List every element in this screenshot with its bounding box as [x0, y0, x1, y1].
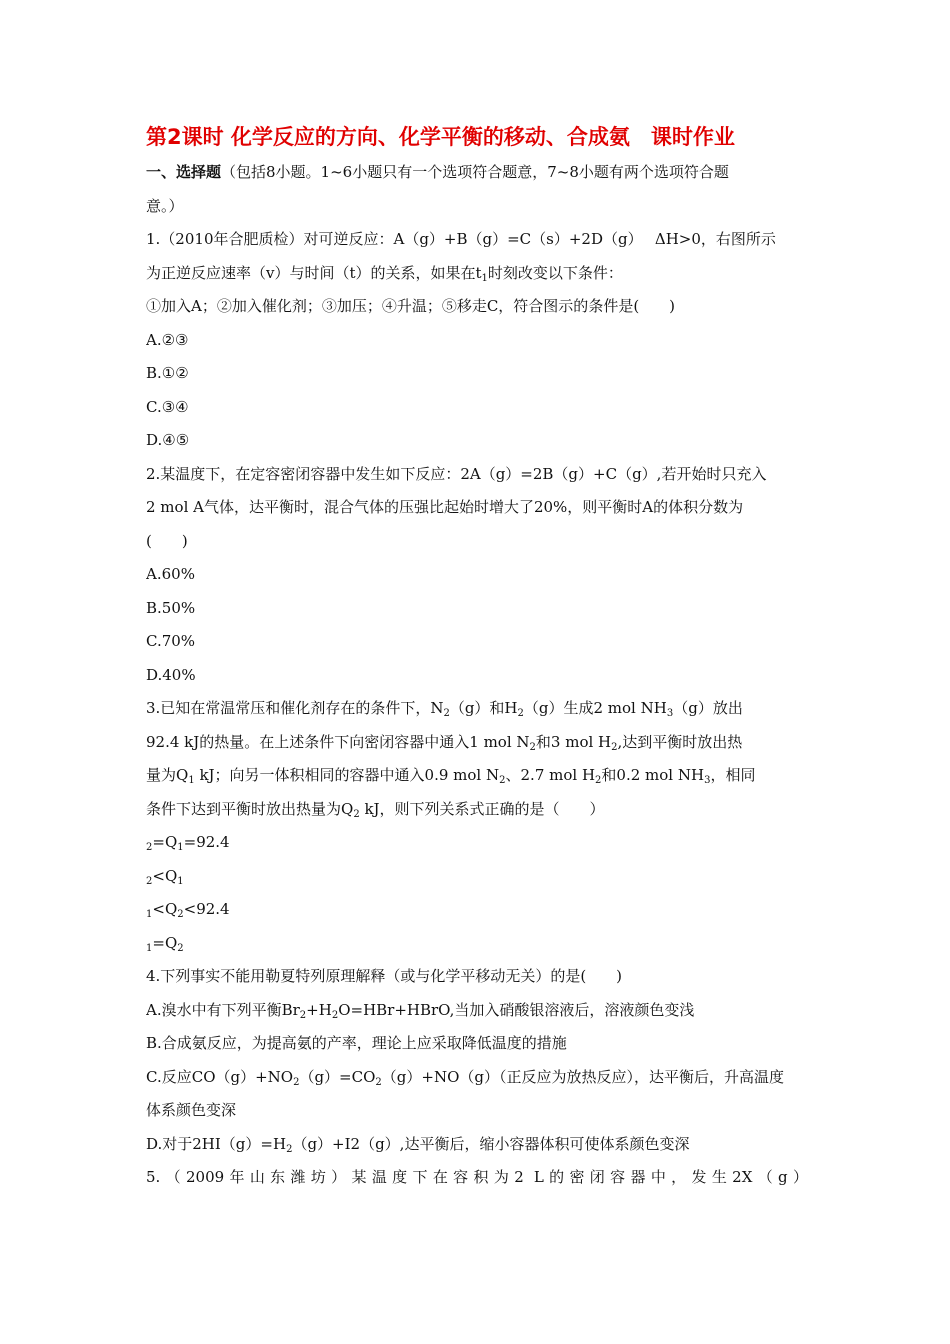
q3-option-4 — [146, 927, 808, 961]
subscript: 2 — [331, 1009, 339, 1021]
subscript: 3 — [704, 775, 711, 786]
q3-option-text: <Q — [152, 866, 178, 885]
q3-text: 和3 mol H — [535, 732, 612, 751]
q2-option-c: C.70% — [146, 632, 196, 650]
subscript: 2 — [611, 741, 618, 753]
q4-text: A.溴水中有下列平衡Br — [146, 1000, 300, 1019]
q3-text: kJ；向另一体积相同的容器中通入0.9 mol N — [194, 766, 500, 784]
q2-line2: 2 mol A气体，达平衡时，混合气体的压强比起始时增大了20%，则平衡时A的体积分数为 — [146, 498, 744, 516]
subscript: 2 — [299, 1009, 307, 1021]
subscript: 2 — [146, 875, 153, 887]
subscript: 1 — [146, 942, 153, 954]
subscript: 1 — [146, 909, 153, 920]
q1-line3: ①加入A；②加入催化剂；③加压；④升温；⑤移走C，符合图示的条件是( ) — [146, 297, 676, 315]
subscript: 2 — [177, 909, 184, 920]
q4-text: +H — [306, 1000, 332, 1019]
subscript: 1 — [481, 272, 488, 284]
q2-option-a: A.60% — [146, 565, 195, 583]
q4-text: C.反应CO（g）+NO — [146, 1067, 294, 1086]
q4-option-d — [146, 1128, 808, 1162]
q1-option-b: B.①② — [146, 364, 189, 382]
subscript: 2 — [529, 741, 536, 753]
q3-text: 92.4 kJ的热量。在上述条件下向密闭容器中通入1 mol N — [146, 732, 530, 751]
subscript: 2 — [353, 808, 360, 820]
subscript: 1 — [188, 775, 195, 786]
q4-option-b: B.合成氨反应，为提高氨的产率，理论上应采取降低温度的措施 — [146, 1034, 567, 1052]
q1-line2 — [146, 257, 808, 291]
q1-text: 时刻改变以下条件： — [487, 263, 623, 282]
question-body — [146, 156, 808, 1195]
subscript: 2 — [293, 1076, 300, 1088]
subscript: 2 — [517, 708, 524, 719]
q3-option-text: =Q — [152, 833, 178, 851]
q4-text: D.对于2HI（g）=H — [146, 1134, 287, 1153]
q1-line1: 1.（2010年合肥质检）对可逆反应：A（g）+B（g）=C（s）+2D（g） ΔH>0，右图所示 — [146, 230, 776, 248]
q3-line4 — [146, 793, 808, 827]
q3-line2 — [146, 726, 808, 760]
subscript: 2 — [443, 708, 450, 719]
q3-text: （g）生成2 mol NH — [523, 699, 667, 717]
subscript: 2 — [595, 775, 602, 786]
q4-option-c-cont: 体系颜色变深 — [146, 1101, 237, 1119]
q4-text: （g）+I2（g）,达平衡后，缩小容器体积可使体系颜色变深 — [292, 1134, 690, 1153]
q2-option-d: D.40% — [146, 665, 196, 684]
q2-option-b: B.50% — [146, 598, 196, 617]
q3-option-text: =92.4 — [183, 833, 230, 851]
subscript: 2 — [286, 1143, 293, 1155]
q4-option-a — [146, 994, 808, 1028]
q3-text: 量为Q — [146, 766, 189, 784]
q1-option-c: C.③④ — [146, 397, 189, 416]
q3-option-text: =Q — [152, 933, 178, 952]
q4-text: O=HBr+HBrO,当加入硝酸银溶液后，溶液颜色变浅 — [338, 1000, 695, 1019]
q5-line1: 5.（2009年山东潍坊）某温度下在容积为2 L的密闭容器中，发生2X（g） — [146, 1168, 808, 1186]
q3-text: 条件下达到平衡时放出热量为Q — [146, 799, 354, 818]
q1-option-a: A.②③ — [146, 330, 189, 349]
q4-text: （g）=CO — [299, 1067, 376, 1086]
subscript: 1 — [177, 875, 184, 887]
section-heading-line — [146, 156, 808, 190]
q2-line1: 2.某温度下，在定容密闭容器中发生如下反应：2A（g）=2B（g）+C（g）,若开始时只充入 — [146, 464, 767, 483]
q1-text: 为正逆反应速率（v）与时间（t）的关系，如果在t — [146, 263, 482, 282]
page-title: 第2课时 化学反应的方向、化学平衡的移动、合成氨 课时作业 — [146, 125, 735, 149]
q3-line1 — [146, 692, 808, 726]
q1-option-d: D.④⑤ — [146, 431, 190, 449]
q3-option-text: <92.4 — [183, 900, 230, 918]
q3-option-1 — [146, 826, 808, 860]
subscript: 1 — [177, 842, 184, 853]
section-note-cont: 意。） — [146, 196, 184, 215]
q3-text: 、2.7 mol H — [505, 766, 596, 784]
q3-text: ，相同 — [710, 766, 756, 784]
q3-option-2 — [146, 860, 808, 894]
subscript: 2 — [177, 942, 184, 954]
q3-option-text: <Q — [152, 900, 178, 918]
section-note: （包括8小题。1~6小题只有一个选项符合题意，7~8小题有两个选项符合题 — [221, 163, 729, 181]
subscript: 2 — [375, 1076, 382, 1088]
q3-text: 和0.2 mol NH — [601, 766, 705, 784]
q3-line3 — [146, 759, 808, 793]
subscript: 3 — [666, 708, 674, 719]
q3-text: 3.已知在常温常压和催化剂存在的条件下，N — [146, 699, 444, 717]
q3-text: （g）和H — [449, 699, 518, 717]
subscript: 2 — [146, 842, 153, 853]
q4-line1: 4.下列事实不能用勒夏特列原理解释（或与化学平移动无关）的是( ) — [146, 967, 623, 985]
subscript: 2 — [499, 775, 506, 786]
q3-text: kJ，则下列关系式正确的是（ ） — [359, 799, 605, 818]
q4-option-c — [146, 1061, 808, 1095]
q3-text: （g）放出 — [673, 699, 743, 717]
q2-line3: ( ) — [146, 531, 188, 550]
q3-text: ,达到平衡时放出热 — [617, 732, 743, 751]
q3-option-3 — [146, 893, 808, 927]
section-heading: 一、选择题 — [146, 163, 222, 181]
q4-text: （g）+NO（g）（正反应为放热反应），达平衡后，升高温度 — [381, 1067, 784, 1086]
